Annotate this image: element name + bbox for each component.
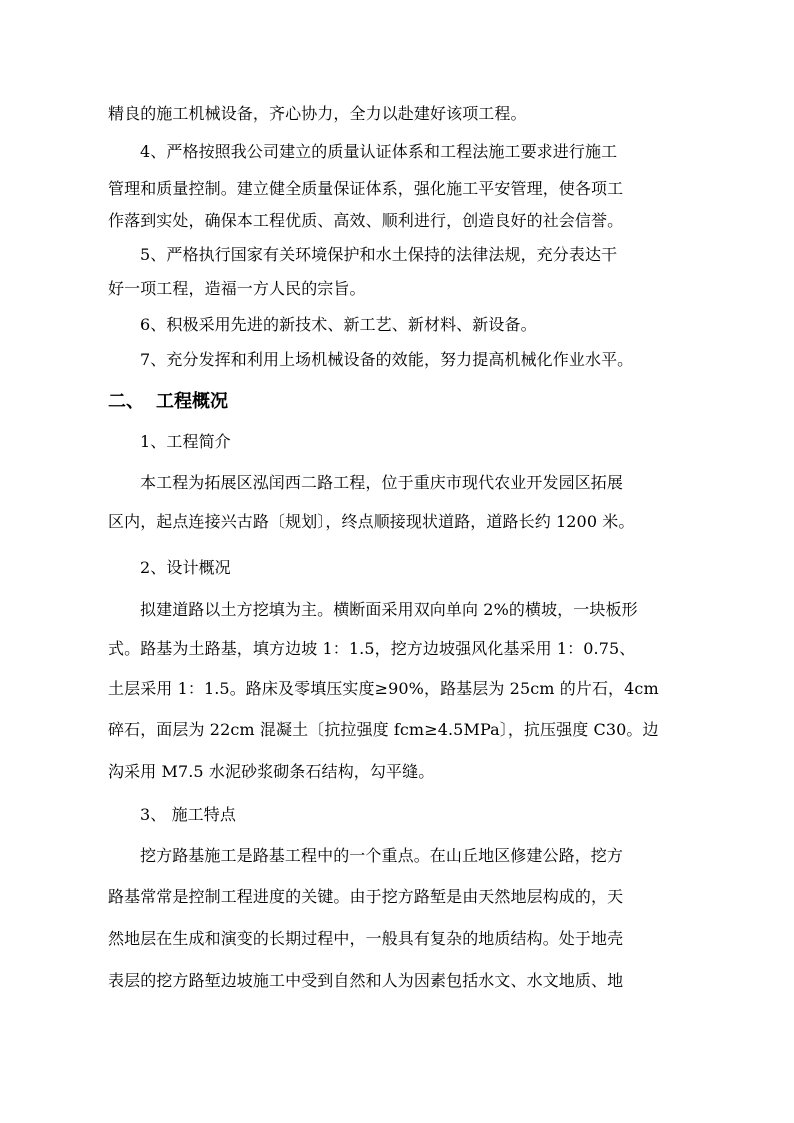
paragraph-line: 好一项工程，造福一方人民的宗旨。	[108, 279, 366, 298]
paragraph-line: 本工程为拓展区泓闰西二路工程，位于重庆市现代农业开发园区拓展	[140, 473, 624, 492]
section-number: 二、	[108, 391, 144, 412]
paragraph-line: 拟建道路以土方挖填为主。横断面采用双向单向 2%的横坡，一块板形	[140, 600, 638, 619]
paragraph-line: 作落到实处，确保本工程优质、高效、顺利进行，创造良好的社会信誉。	[108, 211, 624, 230]
paragraph-line: 精良的施工机械设备，齐心协力，全力以赴建好该项工程。	[108, 104, 527, 123]
paragraph-line: 5、严格执行国家有关环境保护和水土保持的法律法规，充分表达干	[140, 245, 618, 264]
paragraph-line: 碎石，面层为 22cm 混凝土〔抗拉强度 fcm≥4.5MPa〕，抗压强度 C30。边	[108, 720, 659, 739]
paragraph-line: 然地层在生成和演变的长期过程中，一般具有复杂的地质结构。处于地壳	[108, 929, 624, 948]
section-heading	[108, 391, 228, 413]
paragraph-line: 挖方路基施工是路基工程中的一个重点。在山丘地区修建公路，挖方	[140, 846, 624, 865]
paragraph-line: 区内，起点连接兴古路〔规划〕，终点顺接现状道路，道路长约 1200 米。	[108, 512, 635, 531]
paragraph-line: 土层采用 1：1.5。路床及零填压实度≥90%，路基层为 25cm 的片石，4cm	[108, 679, 659, 698]
section-title: 工程概况	[156, 391, 228, 412]
paragraph-line: 7、充分发挥和利用上场机械设备的效能，努力提高机械化作业水平。	[140, 350, 634, 369]
paragraph-line: 4、严格按照我公司建立的质量认证体系和工程法施工要求进行施工	[140, 142, 618, 161]
subsection-heading: 2、设计概况	[140, 558, 231, 577]
paragraph-line: 沟采用 M7.5 水泥砂浆砌条石结构，勾平缝。	[108, 762, 435, 781]
subsection-heading: 3、 施工特点	[140, 805, 236, 824]
paragraph-line: 管理和质量控制。建立健全质量保证体系，强化施工平安管理，使各项工	[108, 179, 624, 198]
paragraph-line: 6、积极采用先进的新技术、新工艺、新材料、新设备。	[140, 315, 537, 334]
subsection-heading: 1、工程简介	[140, 432, 231, 451]
paragraph-line: 式。路基为土路基，填方边坡 1：1.5，挖方边坡强风化基采用 1：0.75、	[108, 639, 636, 658]
paragraph-line: 表层的挖方路堑边坡施工中受到自然和人为因素包括水文、水文地质、地	[108, 971, 624, 990]
paragraph-line: 路基常常是控制工程进度的关键。由于挖方路堑是由天然地层构成的，天	[108, 887, 624, 906]
